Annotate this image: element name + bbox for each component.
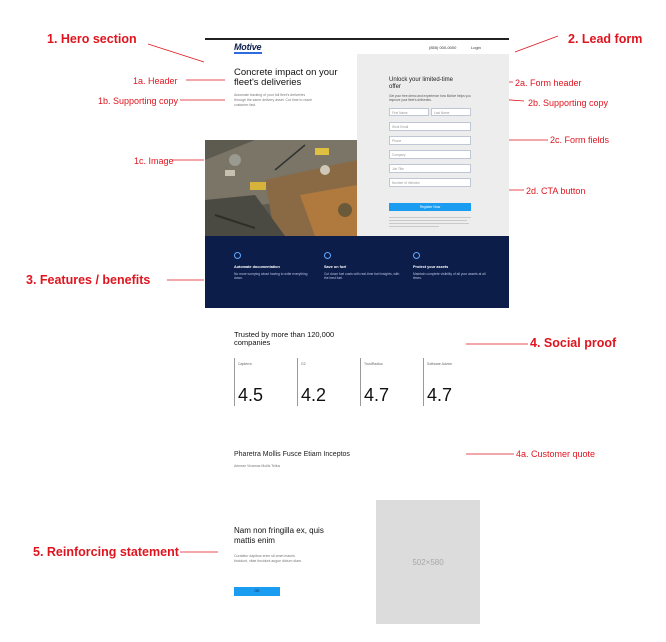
last-name-field[interactable]: Last Name bbox=[431, 108, 471, 116]
feature-title: Save on fuel bbox=[324, 265, 347, 269]
hero-header: Concrete impact on your fleet's deliveries bbox=[234, 67, 338, 88]
form-header: Unlock your limited-time offer bbox=[389, 77, 454, 90]
legal-text-lines bbox=[389, 217, 471, 231]
feature-item bbox=[324, 252, 404, 281]
feature-title: Automate documentation bbox=[234, 265, 280, 269]
reinforcing-copy: Curabitur dapibus enim sit amet mauris tincidunt, vitae tincidunt augue dictum diam. bbox=[234, 554, 302, 563]
rating-card bbox=[423, 358, 479, 406]
fuel-icon bbox=[324, 252, 331, 259]
features-section bbox=[205, 236, 509, 308]
phone-field[interactable]: Phone bbox=[389, 136, 471, 145]
annotation-form-fields: 2c. Form fields bbox=[550, 135, 610, 145]
logo[interactable]: Motive bbox=[234, 42, 262, 52]
rating-source: TrustRadius bbox=[364, 362, 383, 366]
logo-underline bbox=[234, 52, 262, 54]
feature-copy: No more worrying about having to write everything down. bbox=[234, 272, 308, 281]
quote-author: Aenean Vivamus Mollis Tellus bbox=[234, 464, 281, 468]
feature-copy: Maintain complete visibility of all your assets at all times. bbox=[413, 272, 486, 281]
annotation-supporting-copy: 1b. Supporting copy bbox=[98, 96, 179, 106]
rating-value: 4.2 bbox=[301, 385, 327, 405]
company-field[interactable]: Company bbox=[389, 150, 471, 159]
annotation-hero-section: 1. Hero section bbox=[47, 32, 137, 46]
annotation-lead-form: 2. Lead form bbox=[568, 32, 643, 46]
annotation-form-supporting-copy: 2b. Supporting copy bbox=[528, 98, 609, 108]
feature-item bbox=[234, 252, 314, 281]
hero-image bbox=[205, 140, 357, 236]
rating-source: G2 bbox=[301, 362, 306, 366]
reinforcing-button[interactable]: OK bbox=[234, 587, 280, 596]
annotation-social-proof: 4. Social proof bbox=[530, 336, 617, 350]
rating-value: 4.7 bbox=[427, 385, 453, 405]
lead-form-panel bbox=[357, 54, 509, 236]
annotation-form-header: 2a. Form header bbox=[515, 78, 582, 88]
feature-item bbox=[413, 252, 493, 281]
rating-value: 4.7 bbox=[364, 385, 390, 405]
rating-source: Software Advice bbox=[427, 362, 453, 366]
first-name-field[interactable]: First Name bbox=[389, 108, 429, 116]
nav-phone[interactable]: (855) 000-0000 bbox=[429, 45, 457, 50]
feature-copy: Cut down fuel costs with real-time fuel insights, with the best fuel. bbox=[324, 272, 400, 281]
job-title-field[interactable]: Job Title bbox=[389, 164, 471, 173]
work-email-field[interactable]: Work Email bbox=[389, 122, 471, 131]
top-border bbox=[205, 38, 509, 40]
annotation-image: 1c. Image bbox=[134, 156, 174, 166]
rating-card bbox=[297, 358, 353, 406]
annotation-customer-quote: 4a. Customer quote bbox=[516, 449, 596, 459]
annotation-features-benefits: 3. Features / benefits bbox=[26, 273, 151, 287]
rating-card bbox=[234, 358, 290, 406]
annotation-header: 1a. Header bbox=[133, 76, 178, 86]
document-icon bbox=[234, 252, 241, 259]
rating-card bbox=[360, 358, 416, 406]
form-supporting-copy: Get your free demo and experience how Motive helps you improve your fleet's deliveries. bbox=[389, 94, 471, 103]
landing-page-mockup bbox=[205, 38, 509, 628]
annotation-cta-button: 2d. CTA button bbox=[526, 186, 586, 196]
hero-supporting-copy: Automate tracking of your full fleet's deliveries through the same delivery asset. Cut time to reach customer fast. bbox=[234, 93, 313, 107]
image-placeholder: 502×580 bbox=[376, 500, 480, 624]
rating-value: 4.5 bbox=[238, 385, 264, 405]
social-proof-title: Trusted by more than 120,000 companies bbox=[234, 330, 335, 347]
reinforcing-title: Nam non fringilla ex, quis mattis enim bbox=[234, 526, 324, 545]
rating-source: Capterra bbox=[238, 362, 252, 366]
construction-site-image bbox=[205, 140, 357, 236]
shield-icon bbox=[413, 252, 420, 259]
customer-quote: Pharetra Mollis Fusce Etiam Inceptos bbox=[234, 451, 350, 458]
feature-title: Protect your assets bbox=[413, 265, 449, 269]
vehicles-field[interactable]: Number of Vehicles bbox=[389, 178, 471, 187]
annotation-reinforcing-statement: 5. Reinforcing statement bbox=[33, 545, 179, 559]
nav-login[interactable]: Login bbox=[471, 45, 481, 50]
register-button[interactable]: Register Now bbox=[389, 203, 471, 211]
